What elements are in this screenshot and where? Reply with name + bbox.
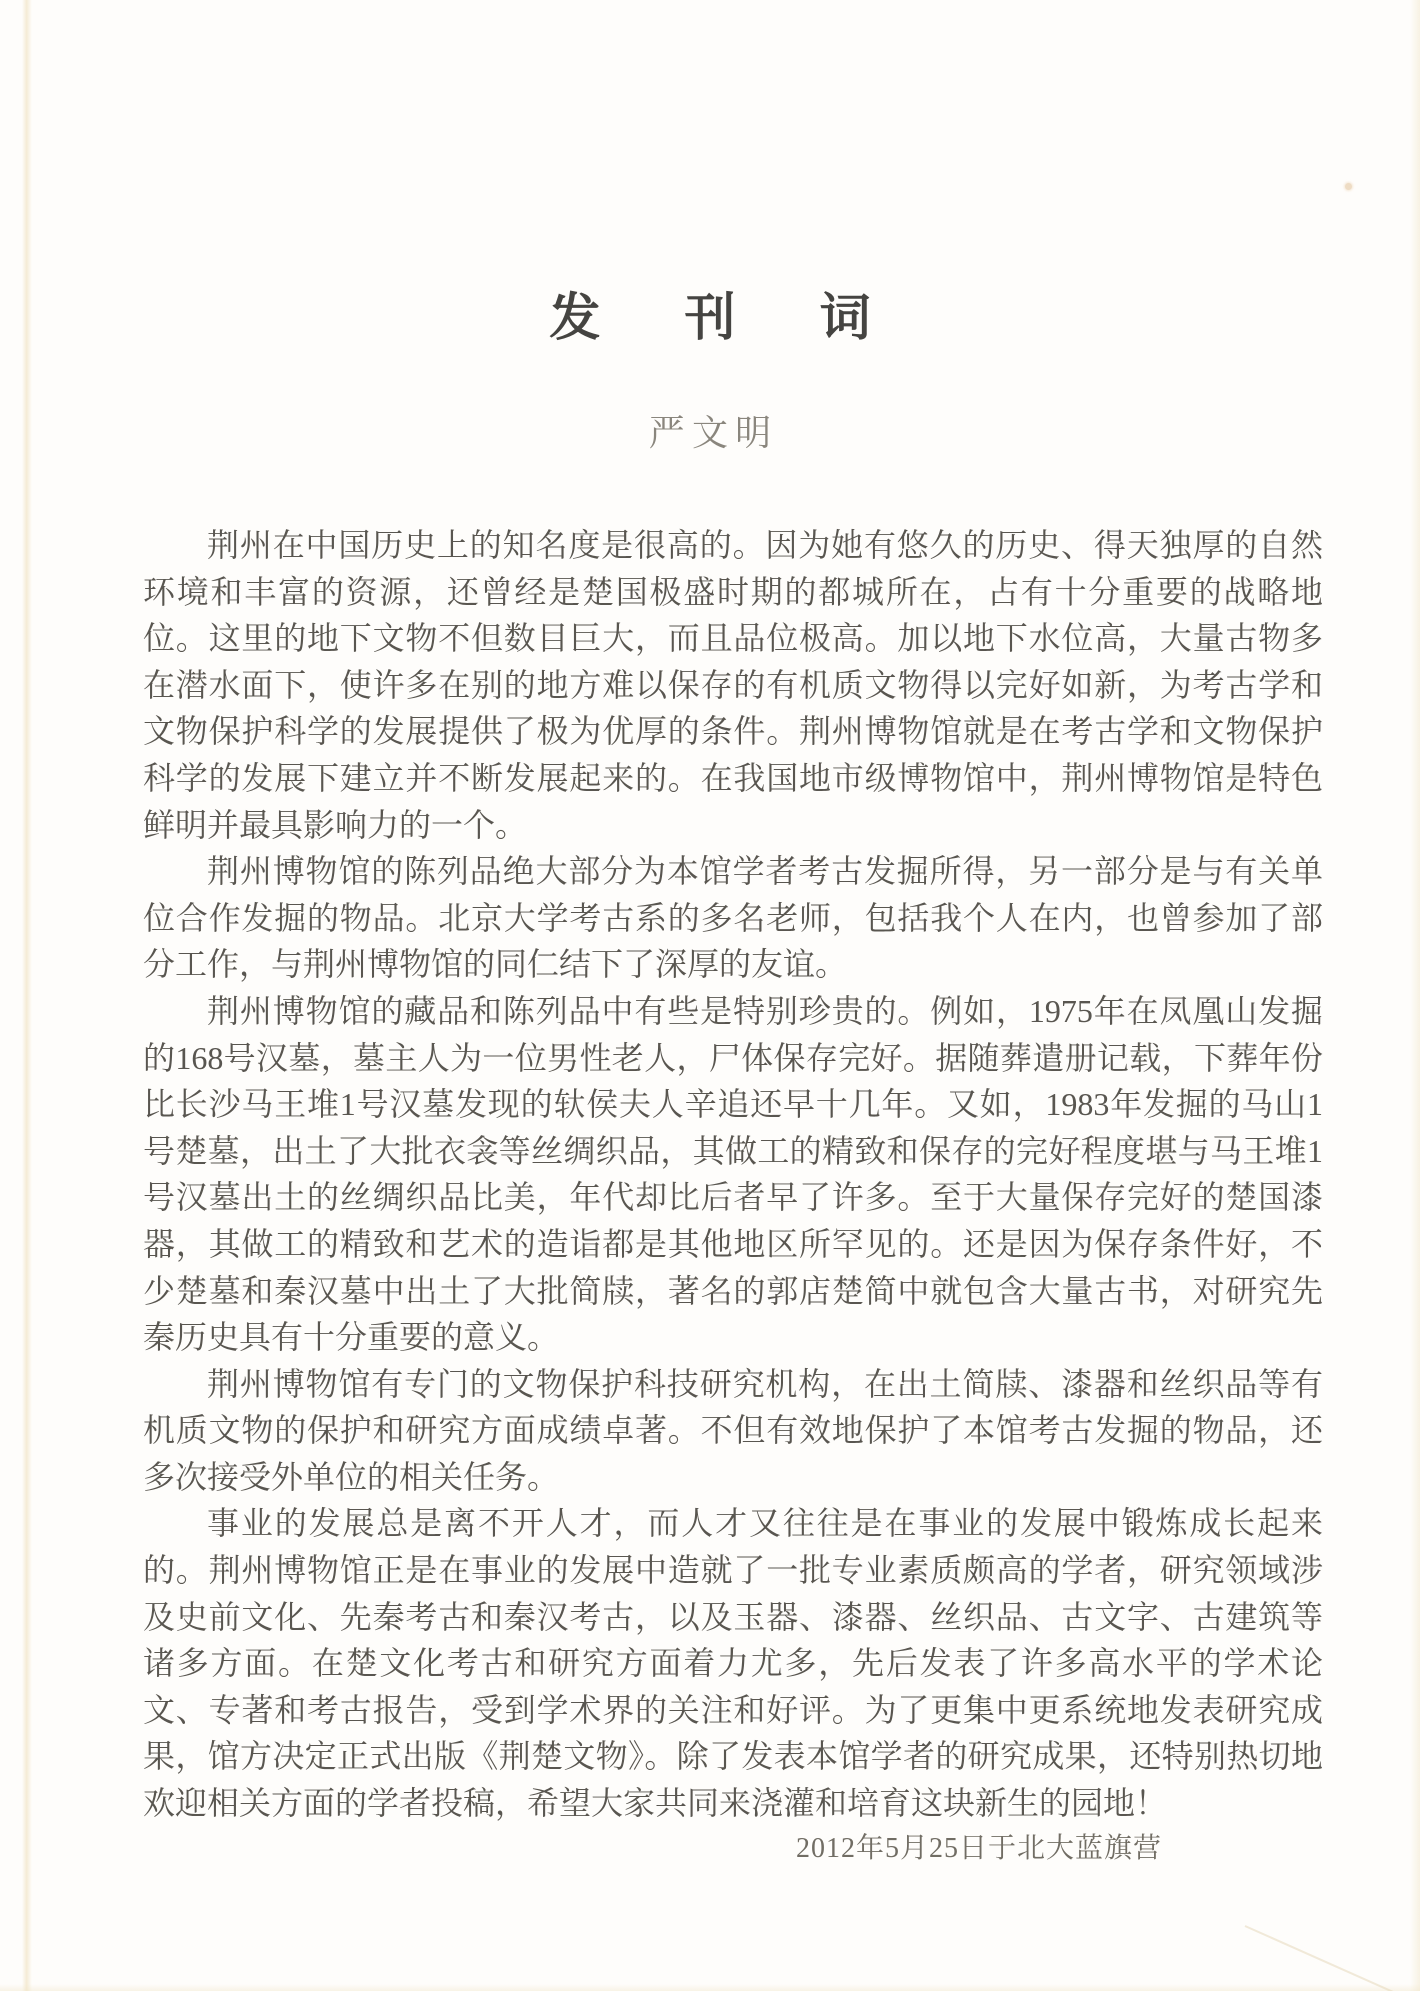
scan-bottom-edge-tint	[0, 1984, 1420, 1991]
paragraph-4: 荆州博物馆有专门的文物保护科技研究机构，在出土简牍、漆器和丝织品等有机质文物的保护和研究方面成绩卓著。不但有效地保护了本馆考古发掘的物品，还多次接受外单位的相关任务。	[143, 1365, 1323, 1495]
page-title: 发 刊 词	[549, 291, 907, 347]
author-name: 严文明	[648, 413, 779, 453]
scan-corner-curl-line	[1245, 1925, 1420, 1991]
body-text	[143, 522, 1323, 1827]
paragraph-2: 荆州博物馆的陈列品绝大部分为本馆学者考古发掘所得，另一部分是与有关单位合作发掘的物品。北京大学考古系的多名老师，包括我个人在内，也曾参加了部分工作，与荆州博物馆的同仁结下了深厚的友谊。	[143, 853, 1323, 983]
scan-speck	[1345, 183, 1352, 190]
paragraph-1: 荆州在中国历史上的知名度是很高的。因为她有悠久的历史、得天独厚的自然环境和丰富的资源，还曾经是楚国极盛时期的都城所在，占有十分重要的战略地位。这里的地下文物不但数目巨大，而且品位极高。加以地下水位高，大量古物多在潜水面下，使许多在别的地方难以保存的有机质文物得以完好如新，为考古学和文物保护科学的发展提供了极为优厚的条件。荆州博物馆就是在考古学和文物保护科学的发展下建立并不断发展起来的。在我国地市级博物馆中，荆州博物馆是特色鲜明并最具影响力的一个。	[143, 527, 1323, 843]
dateline: 2012年5月25日于北大蓝旗营	[796, 1833, 1163, 1864]
paragraph-3: 荆州博物馆的藏品和陈列品中有些是特别珍贵的。例如，1975年在凤凰山发掘的168号汉墓，墓主人为一位男性老人，尸体保存完好。据随葬遣册记载，下葬年份比长沙马王堆1号汉墓发现的轪侯夫人辛追还早十几年。又如，1983年发掘的马山1号楚墓，出土了大批衣衾等丝绸织品，其做工的精致和保存的完好程度堪与马王堆1号汉墓出土的丝绸织品比美，年代却比后者早了许多。至于大量保存完好的楚国漆器，其做工的精致和艺术的造诣都是其他地区所罕见的。还是因为保存条件好，不少楚墓和秦汉墓中出土了大批简牍，著名的郭店楚简中就包含大量古书，对研究先秦历史具有十分重要的意义。	[143, 992, 1323, 1356]
paragraph-5: 事业的发展总是离不开人才，而人才又往往是在事业的发展中锻炼成长起来的。荆州博物馆正是在事业的发展中造就了一批专业素质颇高的学者，研究领域涉及史前文化、先秦考古和秦汉考古，以及玉器、漆器、丝织品、古文字、古建筑等诸多方面。在楚文化考古和研究方面着力尤多，先后发表了许多高水平的学术论文、专著和考古报告，受到学术界的关注和好评。为了更集中更系统地发表研究成果，馆方决定正式出版《荆楚文物》。除了发表本馆学者的研究成果，还特别热切地欢迎相关方面的学者投稿，希望大家共同来浇灌和培育这块新生的园地！	[143, 1505, 1323, 1822]
